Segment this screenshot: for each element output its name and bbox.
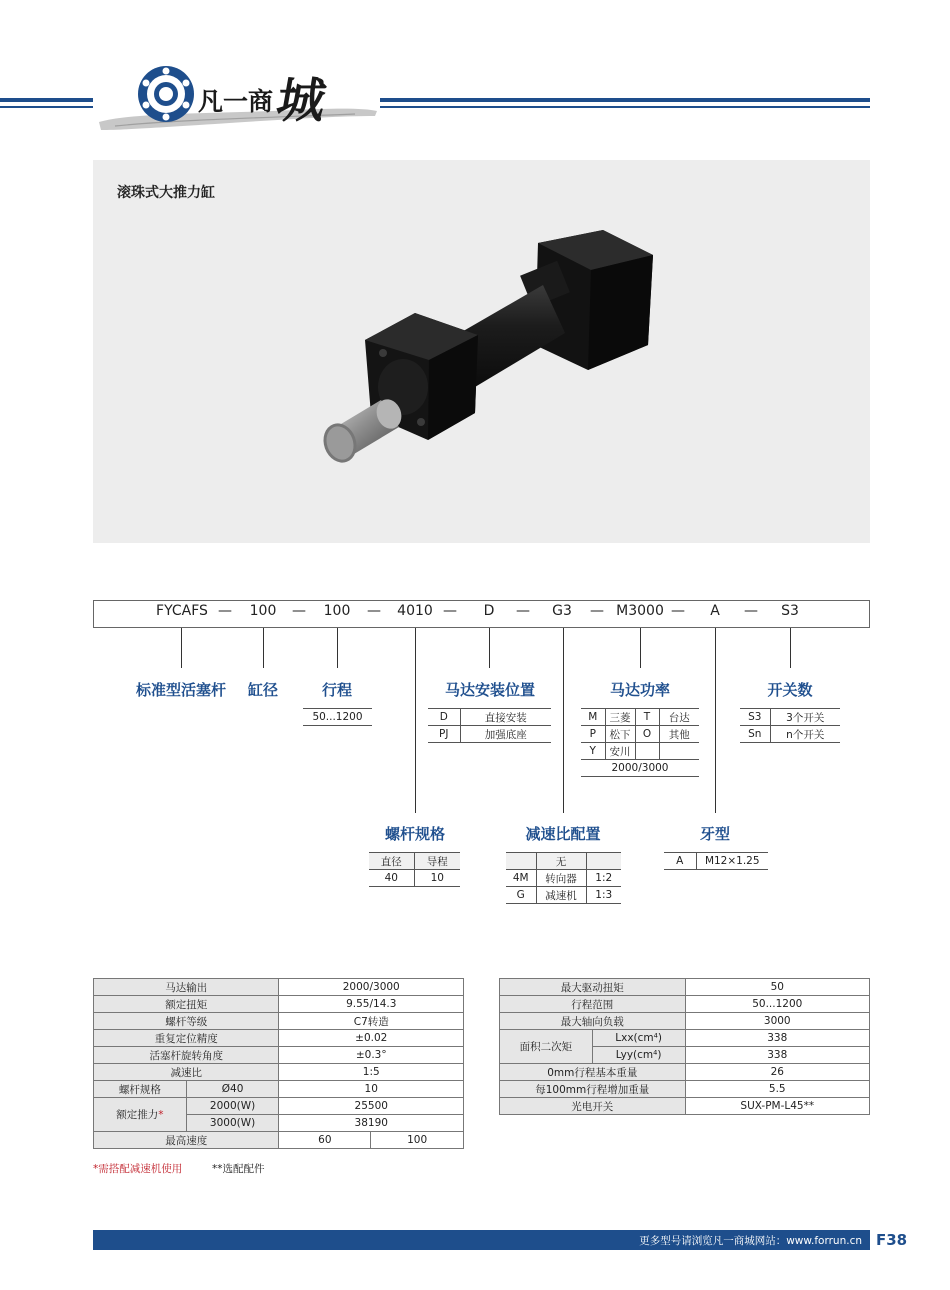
table-row <box>581 726 699 743</box>
spec-table-left <box>93 978 464 1149</box>
leader-line-mount <box>489 628 490 668</box>
table-row <box>506 887 621 904</box>
hero-panel <box>93 160 870 543</box>
screw-header-diameter: 直径 <box>369 853 414 870</box>
table-row <box>94 996 464 1013</box>
spec-value: 5.5 <box>685 1081 869 1098</box>
code-segment-series: FYCAFS <box>156 603 208 619</box>
spec-value: 3000 <box>685 1013 869 1030</box>
category-reduction: 减速比配置 <box>525 825 601 843</box>
table-row <box>581 760 699 777</box>
table-row <box>500 1081 870 1098</box>
thread-desc: M12×1.25 <box>696 853 768 870</box>
table-row <box>500 979 870 996</box>
spec-value: 9.55/14.3 <box>279 996 464 1013</box>
brand-name: 其他 <box>659 726 699 743</box>
table-row <box>94 979 464 996</box>
leader-line-series <box>181 628 182 668</box>
brand-name-prefix: 凡一商 <box>198 87 274 116</box>
spec-value: 100 <box>371 1132 464 1149</box>
table-row <box>581 709 699 726</box>
leader-line-thread <box>715 628 716 813</box>
switch-code: S3 <box>740 709 770 726</box>
spec-value: ±0.02 <box>279 1030 464 1047</box>
spec-value: 50...1200 <box>685 996 869 1013</box>
code-dash: — <box>671 603 685 619</box>
spec-sublabel: 3000(W) <box>186 1115 279 1132</box>
power-value: 2000/3000 <box>581 760 699 777</box>
cylinder-product-image <box>303 225 673 475</box>
thread-table <box>664 852 768 870</box>
reduction-desc: 减速机 <box>536 887 586 904</box>
brand-logo-icon <box>134 62 198 126</box>
brand-name-stylized: 城 <box>272 73 331 129</box>
screw-lead: 10 <box>414 870 460 887</box>
code-segment-mount: D <box>483 603 495 619</box>
code-segment-motor: M3000 <box>616 603 664 619</box>
thrust-star: * <box>158 1109 164 1121</box>
spec-value: 1:5 <box>279 1064 464 1081</box>
reduction-ratio: 1:2 <box>586 870 621 887</box>
header-bar-left-thin <box>0 106 93 108</box>
spec-label: 活塞杆旋转角度 <box>94 1047 279 1064</box>
screw-diameter: 40 <box>369 870 414 887</box>
reduction-header-blank <box>586 853 621 870</box>
table-row <box>94 1013 464 1030</box>
table-row <box>506 853 621 870</box>
spec-value: 338 <box>685 1047 869 1064</box>
table-row <box>428 709 551 726</box>
spec-label: 0mm行程基本重量 <box>500 1064 686 1081</box>
brand-name: 三菱 <box>605 709 635 726</box>
code-segment-screw: 4010 <box>397 603 433 619</box>
category-screw-spec: 螺杆规格 <box>384 825 445 843</box>
page-number: F38 <box>876 1231 908 1249</box>
header-bar-left <box>0 98 93 102</box>
spec-label: 行程范围 <box>500 996 686 1013</box>
table-row <box>94 1047 464 1064</box>
leader-line-switch <box>790 628 791 668</box>
code-segment-reduction: G3 <box>552 603 572 619</box>
leader-line-reduction <box>563 628 564 813</box>
thread-code: A <box>664 853 696 870</box>
code-dash: — <box>590 603 604 619</box>
table-row <box>500 1098 870 1115</box>
spec-sublabel: 2000(W) <box>186 1098 279 1115</box>
reduction-table <box>506 852 621 904</box>
table-row <box>506 870 621 887</box>
spec-label: 螺杆规格 <box>94 1081 187 1098</box>
code-dash: — <box>744 603 758 619</box>
table-row <box>94 1030 464 1047</box>
mount-option-table <box>428 708 551 743</box>
spec-value: 10 <box>279 1081 464 1098</box>
brand-name: 松下 <box>605 726 635 743</box>
table-row <box>94 1098 464 1115</box>
mount-desc: 直接安装 <box>460 709 551 726</box>
spec-label: 额定推力 <box>116 1109 159 1121</box>
code-dash: — <box>218 603 232 619</box>
spec-label-thrust <box>94 1098 187 1132</box>
note-optional-accessory: **选配配件 <box>212 1163 265 1175</box>
brand-code <box>635 743 659 760</box>
reduction-ratio: 1:3 <box>586 887 621 904</box>
brand-name: 安川 <box>605 743 635 760</box>
table-row <box>581 743 699 760</box>
table-row <box>500 996 870 1013</box>
motor-power-table <box>581 708 699 777</box>
brand-code: Y <box>581 743 605 760</box>
brand-code: O <box>635 726 659 743</box>
header-bar-right-thin <box>380 106 870 108</box>
switch-desc: n个开关 <box>770 726 840 743</box>
screw-spec-table <box>369 852 460 887</box>
category-thread: 牙型 <box>699 825 730 843</box>
leader-line-stroke <box>337 628 338 668</box>
code-dash: — <box>292 603 306 619</box>
code-segment-thread: A <box>710 603 720 619</box>
spec-value: 2000/3000 <box>279 979 464 996</box>
switch-code: Sn <box>740 726 770 743</box>
spec-label: 光电开关 <box>500 1098 686 1115</box>
brand-code: T <box>635 709 659 726</box>
leader-line-screw <box>415 628 416 813</box>
reduction-code: 4M <box>506 870 536 887</box>
spec-label: 额定扭矩 <box>94 996 279 1013</box>
table-row <box>500 1064 870 1081</box>
category-motor-mount: 马达安装位置 <box>444 681 535 699</box>
spec-label: 减速比 <box>94 1064 279 1081</box>
reduction-header-blank <box>506 853 536 870</box>
brand-code: M <box>581 709 605 726</box>
stroke-option-table <box>303 708 372 726</box>
brand-code: P <box>581 726 605 743</box>
code-dash: — <box>443 603 457 619</box>
table-row <box>500 1030 870 1047</box>
table-row <box>94 1081 464 1098</box>
mount-code: PJ <box>428 726 460 743</box>
spec-label: 面积二次矩 <box>500 1030 593 1064</box>
footer-bar <box>93 1230 870 1250</box>
spec-label: 每100mm行程增加重量 <box>500 1081 686 1098</box>
category-standard-rod: 标准型活塞杆 <box>135 681 226 699</box>
header-bar-right <box>380 98 870 102</box>
table-row <box>369 853 460 870</box>
code-dash: — <box>516 603 530 619</box>
table-row <box>369 870 460 887</box>
spec-value: 338 <box>685 1030 869 1047</box>
spec-value: 26 <box>685 1064 869 1081</box>
table-row <box>740 709 840 726</box>
table-row <box>500 1013 870 1030</box>
code-dash: — <box>367 603 381 619</box>
leader-line-bore <box>263 628 264 668</box>
spec-value: SUX-PM-L45** <box>685 1098 869 1115</box>
code-segment-stroke: 100 <box>323 603 351 619</box>
code-segment-bore: 100 <box>249 603 277 619</box>
switch-option-table <box>740 708 840 743</box>
spec-value: 50 <box>685 979 869 996</box>
mount-code: D <box>428 709 460 726</box>
screw-header-lead: 导程 <box>414 853 460 870</box>
spec-label: 重复定位精度 <box>94 1030 279 1047</box>
spec-sublabel: Lyy(cm⁴) <box>592 1047 685 1064</box>
note-reducer-required: *需搭配减速机使用 <box>93 1163 183 1175</box>
brand-name <box>659 743 699 760</box>
category-stroke: 行程 <box>321 681 352 699</box>
category-motor-power: 马达功率 <box>609 681 670 699</box>
reduction-code: G <box>506 887 536 904</box>
brand-name: 台达 <box>659 709 699 726</box>
table-row <box>94 1132 464 1149</box>
spec-table-right <box>499 978 870 1115</box>
category-bore: 缸径 <box>247 681 278 699</box>
table-row <box>94 1064 464 1081</box>
table-row <box>740 726 840 743</box>
code-segment-switch: S3 <box>781 603 799 619</box>
spec-label: 最高速度 <box>94 1132 279 1149</box>
spec-label: 最大驱动扭矩 <box>500 979 686 996</box>
spec-value: ±0.3° <box>279 1047 464 1064</box>
product-title: 滚珠式大推力缸 <box>117 185 215 201</box>
stroke-range: 50...1200 <box>303 709 372 726</box>
spec-label: 马达输出 <box>94 979 279 996</box>
spec-label: 螺杆等级 <box>94 1013 279 1030</box>
category-switch-count: 开关数 <box>767 681 813 699</box>
spec-value: C7转造 <box>279 1013 464 1030</box>
spec-sublabel: Lxx(cm⁴) <box>592 1030 685 1047</box>
table-row <box>428 726 551 743</box>
spec-value: 38190 <box>279 1115 464 1132</box>
reduction-desc: 转向器 <box>536 870 586 887</box>
mount-desc: 加强底座 <box>460 726 551 743</box>
spec-sublabel: Ø40 <box>186 1081 279 1098</box>
spec-label: 最大轴向负载 <box>500 1013 686 1030</box>
table-row <box>664 853 768 870</box>
footer-website-text: 更多型号请浏览凡一商城网站：www.forrun.cn <box>639 1235 862 1247</box>
leader-line-motor <box>640 628 641 668</box>
spec-value: 25500 <box>279 1098 464 1115</box>
spec-value: 60 <box>279 1132 371 1149</box>
reduction-header-none: 无 <box>536 853 586 870</box>
switch-desc: 3个开关 <box>770 709 840 726</box>
